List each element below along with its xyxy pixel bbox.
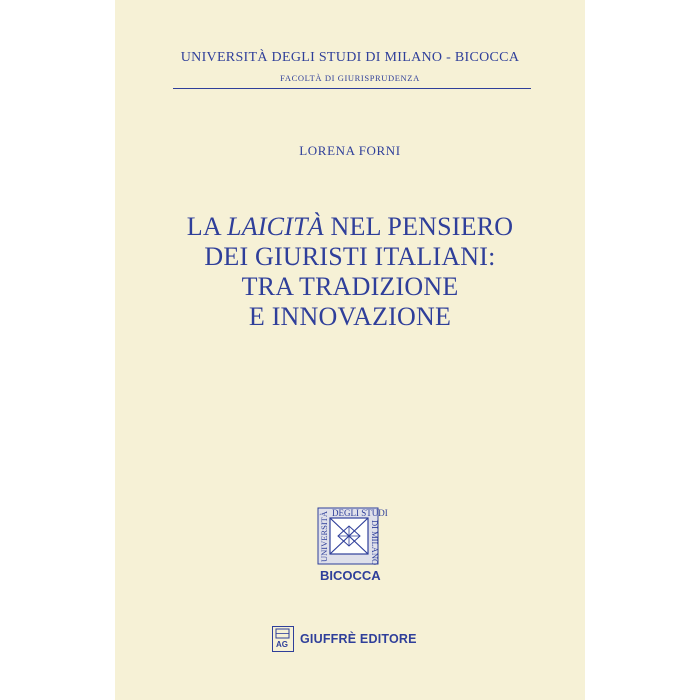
university-name: UNIVERSITÀ DEGLI STUDI DI MILANO - BICOCCA [180,50,520,65]
logo-top-text: DEGLI STUDI [332,508,388,518]
book-cover [115,0,585,700]
logo-left-text: UNIVERSITÀ [319,511,329,562]
publisher-logo-icon [272,626,294,652]
title-line-1: LA LAICITÀ NEL PENSIERO [186,212,514,241]
university-logo [308,500,404,588]
book-title [115,212,585,332]
title-line-2: DEI GIURISTI ITALIANI: [204,242,496,271]
bicocca-logo-icon [308,500,404,588]
publisher-name: GIUFFRÈ EDITORE [300,632,417,646]
title-line-4: E INNOVAZIONE [248,302,452,331]
author-name: LORENA FORNI [299,143,401,158]
title-italic-word: LAICITÀ [227,212,324,241]
header-divider [173,88,531,89]
title-line-3: TRA TRADIZIONE [241,272,459,301]
publisher-mark-text: AG [276,640,288,649]
publisher [272,626,452,654]
logo-bottom-text: BICOCCA [320,568,381,583]
logo-right-text: DI MILANO [370,520,380,566]
faculty-name: FACOLTÀ DI GIURISPRUDENZA [280,73,420,83]
